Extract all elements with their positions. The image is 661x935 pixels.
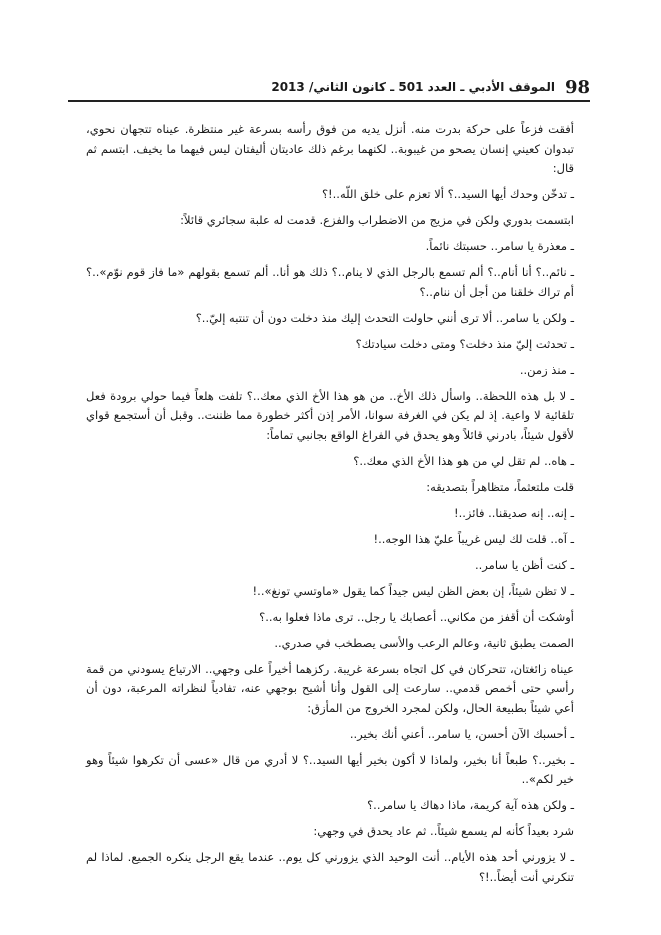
paragraph: ـ هاه.. لم تقل لي من هو هذا الأخ الذي معك..؟	[353, 453, 574, 468]
paragraph: أوشكت أن أقفز من مكاني.. أعصابك يا رجل.. ترى ماذا فعلوا به..؟	[259, 609, 574, 624]
paragraph: ـ بخير..؟ طبعاً أنا بخير، ولماذا لا أكون بخير أيها السيد..؟ لا أدري من قال «عسى أن تكرهوا شيئاً وهو خير لكم»..	[86, 752, 574, 786]
paragraph: ـ ولكن يا سامر.. ألا ترى أنني حاولت التحدث إليك منذ دخلت دون أن تنتبه إليّ..؟	[195, 310, 574, 325]
paragraph: شرد بعيداً كأنه لم يسمع شيئاً.. ثم عاد يحدق في وجهي:	[313, 824, 574, 838]
paragraph: عيناه زائغتان، تتحركان في كل اتجاه بسرعة غريبة. ركزهما أخيراً على وجهي.. الارتياع يسودني من قمة رأسي حتى أخمص قدمي.. سارعت إلى القول وأنا أشيح بوجهي عنه، تفادياً لنظراته المرعبة، دون أن أعي شيئاً بطبيعة الحال، ولكن لمجرد الخروج من المأزق:	[86, 661, 574, 715]
paragraph: ـ كنت أظن يا سامر..	[475, 557, 574, 572]
paragraph: ابتسمت بدوري ولكن في مزيج من الاضطراب والفزع. قدمت له علبة سجائري قائلاً:	[180, 213, 574, 227]
paragraph: ـ تحدثت إليّ منذ دخلت؟ ومتى دخلت سيادتك؟	[355, 336, 574, 351]
paragraph: ـ لا تظن شيئاً، إن بعض الظن ليس جيداً كما يقول «ماوتسي تونغ»..!	[252, 583, 574, 598]
paragraph: الصمت يطبق ثانية، وعالم الرعب والأسى يصطخب في صدري..	[274, 635, 574, 650]
article-body	[86, 120, 574, 894]
paragraph: ـ معذرة يا سامر.. حسبتك نائماً.	[425, 239, 574, 253]
paragraph: قلت ملتعثماً، متظاهراً بتصديقه:	[426, 479, 574, 494]
header-rule	[68, 100, 590, 102]
paragraph: ـ منذ زمن..	[519, 362, 574, 377]
paragraph: ـ آه.. قلت لك ليس غريباً عليّ هذا الوجه..!	[373, 531, 574, 546]
paragraph: أفقت فزعاً على حركة بدرت منه. أنزل يديه من فوق رأسه بسرعة غير منتظرة. عيناه تتجهان نحوي، تبدوان كعيني إنسان يصحو من غيبوبة.. لكنهما برغم ذلك عاديتان أليفتان ليس فيهما ما يخيف. ابتسم ثم قال:	[86, 122, 574, 175]
paragraph: ـ نائم..؟ أنا أنام..؟ ألم تسمع بالرجل الذي لا ينام..؟ ذلك هو أنا.. ألم تسمع بقولهم «ما فاز قوم نوّم»..؟ أم تراك خلقنا من أجل أن ننام..؟	[86, 265, 574, 299]
running-header	[68, 76, 590, 98]
issue-line: الموقف الأدبي ـ العدد 501 ـ كانون الثاني/ 2013	[271, 80, 555, 94]
page-number: 98	[564, 76, 590, 98]
paragraph: ـ ولكن هذه آية كريمة، ماذا دهاك يا سامر..؟	[367, 798, 574, 812]
paragraph: ـ تدخّن وحدك أيها السيد..؟ ألا تعزم على خلق اللّه..!؟	[321, 187, 574, 201]
paragraph: ـ أحسبك الآن أحسن، يا سامر.. أعني أنك بخير..	[349, 726, 574, 741]
paragraph: ـ لا يزورني أحد هذه الأيام.. أنت الوحيد الذي يزورني كل يوم.. عندما يقع الرجل ينكره الجميع. لماذا لم تنكرني أنت أيضاً..!؟	[86, 850, 574, 884]
paragraph: ـ لا بل هذه اللحظة.. واسأل ذلك الأخ.. من هو هذا الأخ الذي معك..؟ تلفت هلعاً فيما حولي برودة فعل تلقائية لا واعية. إذ لم يكن في الغرفة سوانا، الأمر إذن أكثر خطورة مما ظننت.. وقبل أن أستجمع قواي لأقول شيئاً، بادرني قائلاً وهو يحدق في الفراغ الواقع بجانبي تماماً:	[86, 388, 574, 442]
paragraph: ـ إنه.. إنه صديقنا.. فائز..!	[454, 505, 574, 520]
